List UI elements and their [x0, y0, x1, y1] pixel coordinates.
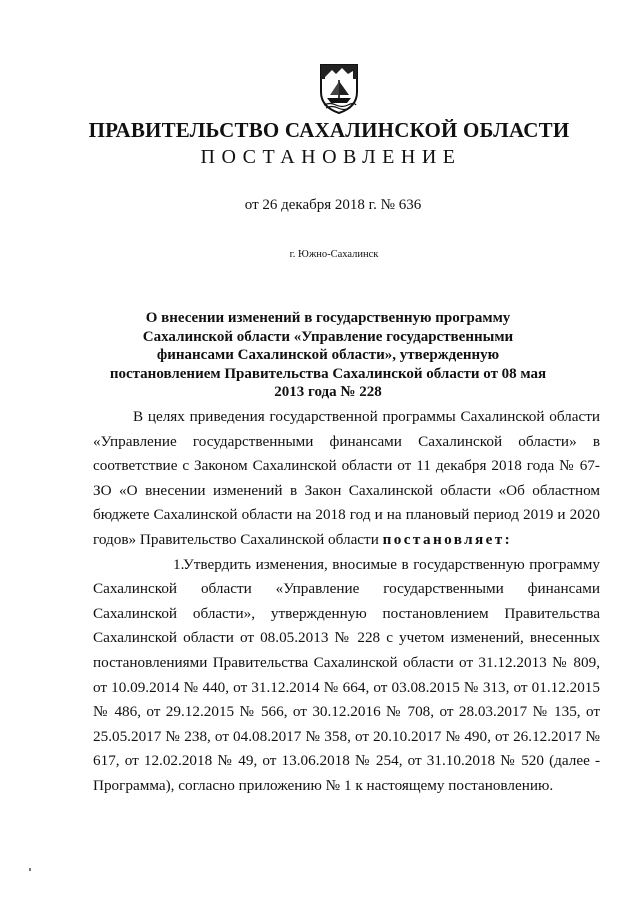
document-body [93, 405, 600, 799]
sakhalin-coat-of-arms-icon [318, 62, 360, 114]
preamble-paragraph [93, 405, 600, 553]
item-number: 1. [173, 555, 185, 573]
document-date: от 26 декабря 2018 г. № 636 [244, 197, 422, 213]
government-title: ПРАВИТЕЛЬСТВО САХАЛИНСКОЙ ОБЛАСТИ [88, 118, 570, 142]
resolves-word: постановляет: [382, 530, 513, 548]
document-subject: О внесении изменений в государственную программу Сахалинской области «Управление государственными финансами Сахалинской области», утвержденную постановлением Правительства Сахалинской области от 08 мая 2013 года № 228 [109, 310, 547, 400]
preamble-text: В целях приведения государственной программы Сахалинской области «Управление государственными финансами Сахалинской области» в соответствие с Законом Сахалинской области от 11 декабря 2018 года № 67-ЗО «О внесении изменений в Закон Сахалинской области «Об областном бюджете Сахалинской области на 2018 год и на плановый период 2019 и 2020 годов» Правительство Сахалинской области [93, 408, 600, 548]
list-item [93, 553, 600, 799]
document-type: ПОСТАНОВЛЕНИЕ [200, 146, 462, 168]
item-text: Утвердить изменения, вносимые в государственную программу Сахалинской области «Управление государственными финансами Сахалинской области», утвержденную постановлением Правительства Сахалинской области от 08.05.2013 № 228 с учетом изменений, внесенных постановлениями Правительства Сахалинской области от 31.12.2013 № 809, от 10.09.2014 № 440, от 31.12.2014 № 664, от 03.08.2015 № 313, от 01.12.2015 № 486, от 29.12.2015 № 566, от 30.12.2016 № 708, от 28.03.2017 № 135, от 25.05.2017 № 238, от 04.08.2017 № 358, от 20.10.2017 № 490, от 26.12.2017 № 617, от 12.02.2018 № 49, от 13.06.2018 № 254, от 31.10.2018 № 520 (далее - Программа), согласно приложению № 1 к настоящему постановлению. [93, 555, 600, 794]
document-city: г. Южно-Сахалинск [289, 249, 379, 260]
scan-speck [29, 868, 31, 871]
